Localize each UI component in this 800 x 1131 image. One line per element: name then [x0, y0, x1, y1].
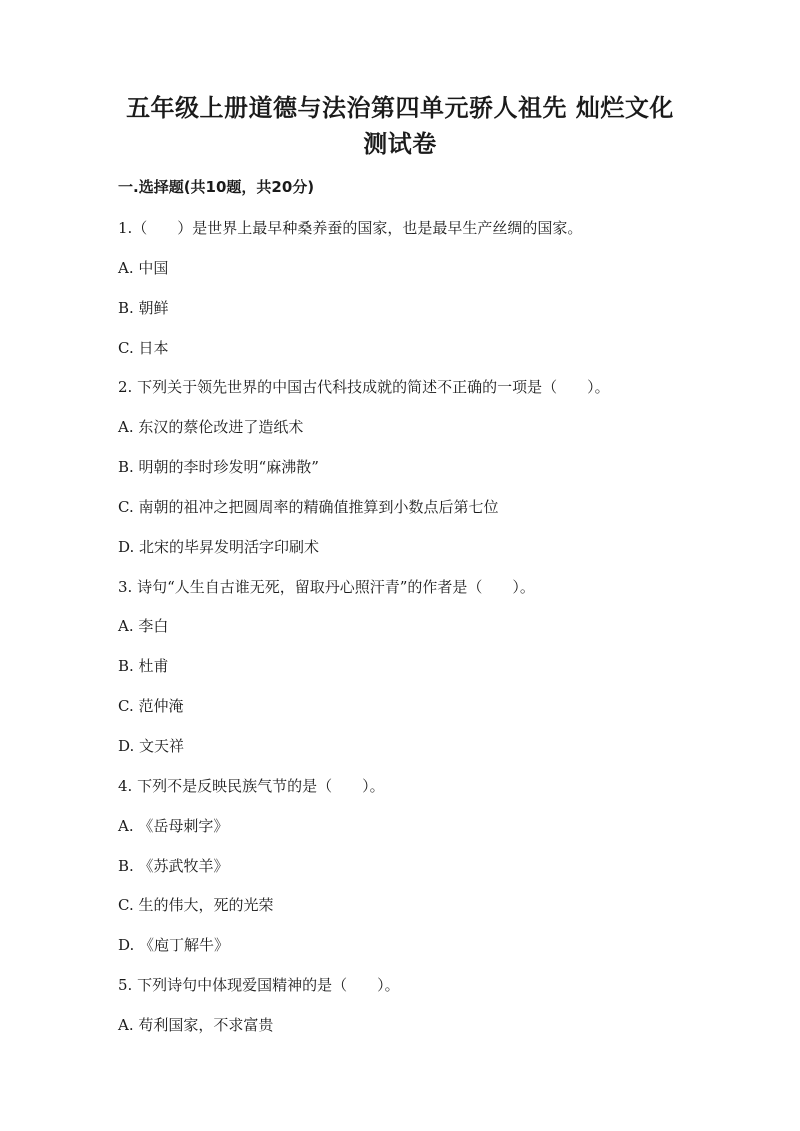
answer-option: C. 范仲淹: [118, 697, 184, 716]
answer-option: C. 日本: [118, 338, 169, 357]
question-stem: 1.（ ）是世界上最早种桑养蚕的国家，也是最早生产丝绸的国家。: [118, 219, 583, 237]
question-list: [118, 217, 718, 1054]
question-stem: 3. 诗句“人生自古谁无死，留取丹心照汗青”的作者是（ ）。: [118, 577, 535, 596]
answer-option: B. 杜甫: [118, 657, 169, 676]
section-heading: 一.选择题(共10题，共20分): [118, 178, 315, 196]
title-line-2: 测试卷: [363, 130, 437, 158]
answer-option: D. 文天祥: [118, 736, 185, 755]
answer-option: B. 明朝的李时珍发明“麻沸散”: [118, 458, 319, 477]
answer-option: A. 中国: [118, 258, 169, 277]
question-stem: 2. 下列关于领先世界的中国古代科技成就的简述不正确的一项是（ ）。: [118, 378, 610, 397]
answer-option: A. 《岳母刺字》: [118, 816, 229, 835]
answer-option: D. 《庖丁解牛》: [118, 936, 230, 955]
answer-option: D. 北宋的毕昇发明活字印刷术: [118, 537, 320, 556]
document-title: [60, 90, 740, 162]
answer-option: C. 生的伟大，死的光荣: [118, 896, 274, 915]
question-stem: 5. 下列诗句中体现爱国精神的是（ ）。: [118, 976, 400, 995]
answer-option: B. 朝鲜: [118, 298, 169, 317]
answer-option: A. 李白: [118, 617, 169, 636]
title-line-1: 五年级上册道德与法治第四单元骄人祖先 灿烂文化: [126, 94, 674, 122]
answer-option: C. 南朝的祖冲之把圆周率的精确值推算到小数点后第七位: [118, 497, 499, 516]
answer-option: A. 东汉的蔡伦改进了造纸术: [118, 418, 304, 437]
answer-option: B. 《苏武牧羊》: [118, 856, 229, 875]
question-stem: 4. 下列不是反映民族气节的是（ ）。: [118, 776, 385, 795]
answer-option: A. 苟利国家，不求富贵: [118, 1015, 274, 1034]
